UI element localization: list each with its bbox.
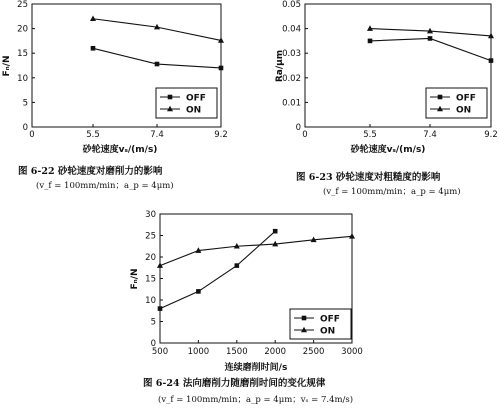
- legend: [156, 88, 217, 118]
- y-tick-label: 0.05: [282, 0, 301, 10]
- y-tick-label: 0: [295, 123, 301, 133]
- figure-conditions: (v_f = 100mm/min；a_p = 4μm；vₛ = 7.4m/s): [158, 395, 354, 405]
- data-point-off: [489, 58, 494, 63]
- x-tick-label: 3000: [341, 347, 363, 357]
- legend-marker: [168, 95, 173, 100]
- legend-marker: [438, 95, 443, 100]
- data-point-off: [235, 263, 240, 268]
- x-tick-label: 7.4: [150, 130, 164, 140]
- x-axis-label: 砂轮速度vₛ/(m/s): [350, 145, 426, 155]
- y-tick-label: 0.02: [282, 73, 301, 84]
- data-point-off: [155, 62, 160, 67]
- legend-marker: [302, 316, 307, 321]
- x-tick-label: 0: [29, 130, 35, 140]
- data-point-off: [273, 229, 278, 234]
- x-tick-label: 5.5: [363, 130, 377, 140]
- series-line-off: [370, 38, 491, 60]
- x-tick-label: 0: [302, 130, 308, 140]
- legend-label-on: ON: [456, 105, 472, 116]
- data-point-off: [219, 66, 224, 71]
- y-tick-label: 5: [22, 98, 28, 109]
- y-tick-label: 5: [150, 317, 156, 328]
- y-tick-label: 30: [145, 210, 156, 220]
- y-tick-label: 15: [145, 274, 156, 285]
- y-axis-label: Ra/μm: [275, 49, 285, 83]
- y-axis-label: Fₙ/N: [2, 55, 12, 77]
- legend-label-off: OFF: [320, 314, 340, 325]
- legend: [290, 309, 351, 339]
- data-point-off: [196, 289, 201, 294]
- x-tick-label: 1500: [225, 347, 248, 357]
- x-tick-label: 5.5: [86, 130, 100, 140]
- x-axis-label: 砂轮速度vₛ/(m/s): [82, 145, 158, 155]
- y-tick-label: 25: [145, 231, 156, 242]
- legend-label-off: OFF: [186, 93, 206, 104]
- y-tick-label: 10: [145, 296, 156, 306]
- data-point-on: [349, 233, 355, 239]
- x-tick-label: 2500: [302, 347, 325, 357]
- figure-caption: 图 6-22 砂轮速度对磨削力的影响: [18, 166, 163, 177]
- y-tick-label: 0: [22, 123, 28, 133]
- y-tick-label: 25: [17, 0, 28, 10]
- figure-conditions: (v_f = 100mm/min；a_p = 4μm): [36, 181, 174, 191]
- x-tick-label: 500: [151, 347, 169, 357]
- data-point-off: [91, 46, 96, 51]
- y-tick-label: 0: [150, 339, 156, 349]
- series-line-off: [160, 231, 275, 308]
- data-point-on: [367, 25, 373, 31]
- x-tick-label: 7.4: [423, 130, 437, 140]
- legend-label-off: OFF: [456, 93, 476, 104]
- legend: [426, 88, 487, 118]
- y-tick-label: 15: [17, 49, 28, 60]
- figure-caption: 图 6-24 法向磨削力随磨削时间的变化规律: [143, 378, 326, 389]
- x-tick-label: 9.2: [214, 130, 228, 140]
- series-line-on: [93, 19, 221, 41]
- data-point-off: [428, 36, 433, 41]
- y-tick-label: 0.01: [282, 98, 301, 109]
- chart-fig-6-23: [275, 0, 498, 197]
- y-tick-label: 10: [17, 73, 28, 84]
- y-tick-label: 20: [145, 253, 156, 263]
- data-point-on: [90, 15, 96, 21]
- data-point-off: [368, 39, 373, 44]
- y-tick-label: 20: [17, 24, 28, 35]
- chart-fig-6-22: [2, 0, 228, 191]
- y-tick-label: 0.04: [282, 24, 301, 35]
- legend-label-on: ON: [186, 105, 202, 116]
- figure-conditions: (v_f = 100mm/min；a_p = 4μm): [323, 187, 461, 197]
- legend-label-on: ON: [320, 326, 336, 337]
- x-tick-label: 9.2: [484, 130, 498, 140]
- x-tick-label: 1000: [187, 347, 210, 357]
- data-point-off: [158, 306, 163, 311]
- x-tick-label: 2000: [264, 347, 287, 357]
- x-axis-label: 连续磨削时间/s: [224, 363, 288, 373]
- y-axis-label: Fₙ/N: [130, 268, 140, 290]
- figure-caption: 图 6-23 砂轮速度对粗糙度的影响: [296, 172, 441, 183]
- series-line-on: [160, 236, 352, 265]
- chart-fig-6-24: [130, 210, 363, 405]
- y-tick-label: 0.03: [282, 49, 301, 60]
